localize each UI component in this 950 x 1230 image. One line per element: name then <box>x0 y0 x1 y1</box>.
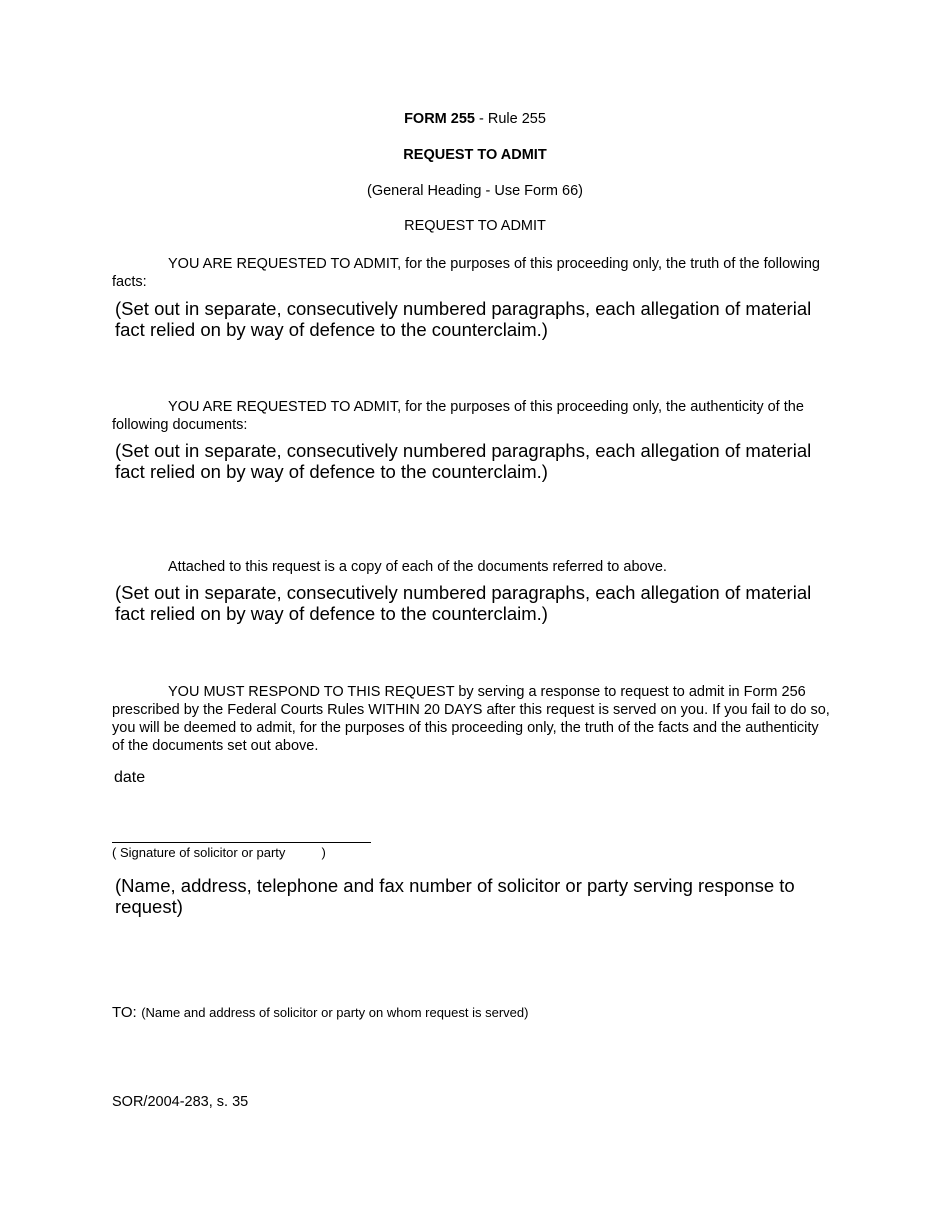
signature-caption: ( Signature of solicitor or party ) <box>112 845 326 860</box>
date-label: date <box>114 769 146 786</box>
form-title: REQUEST TO ADMIT <box>403 147 547 163</box>
form-number: FORM 255 <box>404 111 475 127</box>
facts-request-text: YOU ARE REQUESTED TO ADMIT, for the purposes of this proceeding only, the truth of the following facts: <box>112 256 820 290</box>
facts-placeholder: (Set out in separate, consecutively numbered paragraphs, each allegation of material fact relied on by way of defence to the counterclaim.) <box>115 298 812 340</box>
signature-line <box>112 842 371 843</box>
respond-notice-text: YOU MUST RESPOND TO THIS REQUEST by serving a response to request to admit in Form 256 prescribed by the Federal Courts Rules WITHIN 20 DAYS after this request is served on you. If you fail to do so, you will be deemed to admit, for the purposes of this proceeding only, the truth of the facts and the authenticity of the documents set out above. <box>112 684 830 754</box>
attached-note-text: Attached to this request is a copy of each of the documents referred to above. <box>168 559 667 575</box>
document-subtitle: REQUEST TO ADMIT <box>404 218 546 234</box>
documents-placeholder: (Set out in separate, consecutively numbered paragraphs, each allegation of material fact relied on by way of defence to the counterclaim.) <box>115 440 812 482</box>
to-label: TO: <box>112 1004 137 1021</box>
recipient-line <box>112 1004 528 1022</box>
respond-notice-paragraph <box>112 683 830 755</box>
form-heading <box>0 111 950 127</box>
regulation-citation: SOR/2004-283, s. 35 <box>112 1094 249 1110</box>
attached-note-paragraph <box>112 558 830 576</box>
form-rule: - Rule 255 <box>474 111 546 127</box>
to-details: (Name and address of solicitor or party on whom request is served) <box>141 1005 529 1020</box>
server-details-placeholder: (Name, address, telephone and fax number of solicitor or party serving response to request) <box>115 875 795 917</box>
general-heading: (General Heading - Use Form 66) <box>367 183 583 199</box>
documents-request-text: YOU ARE REQUESTED TO ADMIT, for the purposes of this proceeding only, the authenticity of the following documents: <box>112 399 804 433</box>
facts-request-paragraph <box>112 255 830 291</box>
documents-request-paragraph <box>112 398 830 434</box>
attached-placeholder: (Set out in separate, consecutively numbered paragraphs, each allegation of material fact relied on by way of defence to the counterclaim.) <box>115 582 812 624</box>
